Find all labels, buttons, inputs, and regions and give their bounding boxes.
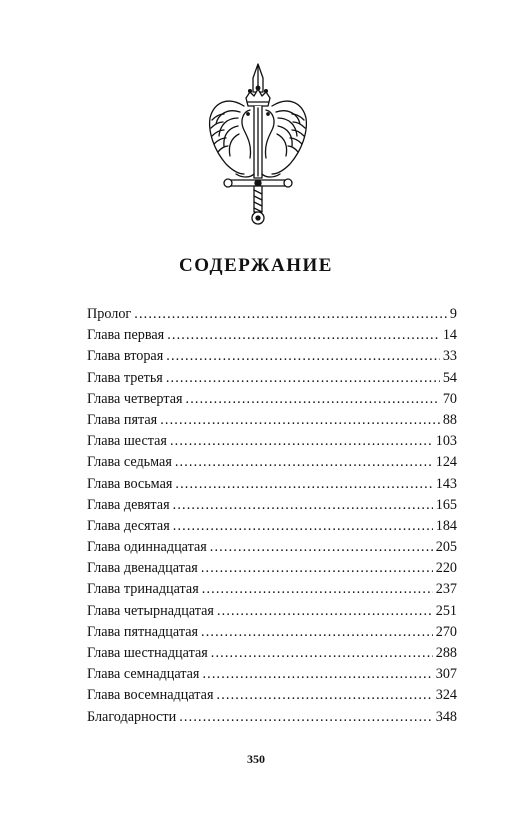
toc-entry[interactable] bbox=[87, 346, 457, 367]
dot-leader bbox=[173, 516, 433, 537]
dot-leader bbox=[202, 664, 432, 685]
toc-entry-label: Глава вторая bbox=[87, 348, 164, 365]
toc-entry[interactable] bbox=[87, 368, 457, 389]
toc-entry-label: Глава седьмая bbox=[87, 454, 172, 471]
dot-leader bbox=[175, 452, 433, 473]
toc-entry[interactable] bbox=[87, 643, 457, 664]
toc-entry-page: 348 bbox=[435, 708, 457, 725]
toc-entry[interactable] bbox=[87, 325, 457, 346]
toc-entry-label: Глава четырнадцатая bbox=[87, 602, 214, 619]
dot-leader bbox=[166, 368, 440, 389]
toc-entry-label: Глава шестнадцатая bbox=[87, 645, 208, 661]
dot-leader bbox=[170, 431, 433, 452]
toc-entry-label: Глава шестая bbox=[87, 433, 167, 450]
dot-leader bbox=[210, 537, 433, 558]
dot-leader bbox=[179, 707, 432, 728]
toc-entry-label: Глава четвертая bbox=[87, 390, 183, 407]
dot-leader bbox=[217, 601, 433, 622]
toc-entry-page: 205 bbox=[435, 539, 457, 556]
dot-leader bbox=[173, 495, 433, 516]
toc-entry[interactable] bbox=[87, 431, 457, 452]
toc-entry[interactable] bbox=[87, 685, 457, 706]
dot-leader bbox=[175, 474, 432, 495]
toc-entry-label: Пролог bbox=[87, 306, 132, 322]
toc-entry-label: Глава одиннадцатая bbox=[87, 539, 207, 556]
toc-entry[interactable] bbox=[87, 495, 457, 516]
toc-entry[interactable] bbox=[87, 474, 457, 495]
page-number: 350 bbox=[247, 752, 265, 766]
toc-entry-page: 270 bbox=[435, 623, 457, 640]
toc-entry-page: 220 bbox=[435, 560, 457, 577]
toc-entry-page: 307 bbox=[435, 666, 457, 683]
table-of-contents bbox=[87, 304, 457, 728]
toc-entry-page: 143 bbox=[435, 475, 457, 492]
toc-entry-label: Глава третья bbox=[87, 369, 163, 386]
toc-entry-page: 70 bbox=[442, 390, 457, 407]
toc-entry-label: Глава восьмая bbox=[87, 475, 173, 492]
toc-entry-label: Глава восемнадцатая bbox=[87, 687, 214, 704]
toc-entry-page: 14 bbox=[442, 327, 457, 344]
dot-leader bbox=[166, 346, 440, 367]
toc-entry[interactable] bbox=[87, 622, 457, 643]
toc-entry-page: 251 bbox=[435, 602, 457, 619]
toc-entry[interactable] bbox=[87, 707, 457, 728]
toc-entry[interactable] bbox=[87, 452, 457, 473]
toc-entry-page: 103 bbox=[435, 433, 457, 450]
toc-entry-label: Глава двенадцатая bbox=[87, 560, 198, 577]
toc-entry[interactable] bbox=[87, 389, 457, 410]
toc-entry-label: Глава пятая bbox=[87, 411, 158, 428]
toc-entry-label: Глава десятая bbox=[87, 517, 170, 534]
toc-entry[interactable] bbox=[87, 664, 457, 685]
toc-entry-label: Глава пятнадцатая bbox=[87, 623, 199, 640]
dot-leader bbox=[217, 685, 433, 706]
toc-entry-page: 288 bbox=[435, 645, 457, 661]
toc-entry-label: Глава девятая bbox=[87, 496, 170, 513]
toc-entry-page: 184 bbox=[435, 517, 457, 534]
toc-entry[interactable] bbox=[87, 304, 457, 325]
toc-entry-page: 165 bbox=[435, 496, 457, 513]
toc-entry[interactable] bbox=[87, 558, 457, 579]
toc-entry-page: 9 bbox=[449, 306, 457, 322]
sword-crown-swans-emblem-icon bbox=[206, 62, 310, 228]
dot-leader bbox=[186, 389, 440, 410]
toc-entry-page: 33 bbox=[442, 348, 457, 365]
dot-leader bbox=[202, 579, 433, 600]
toc-entry[interactable] bbox=[87, 579, 457, 600]
contents-title: СОДЕРЖАНИЕ bbox=[179, 255, 333, 276]
dot-leader bbox=[201, 622, 433, 643]
dot-leader bbox=[134, 304, 447, 325]
toc-entry-label: Глава тринадцатая bbox=[87, 581, 199, 598]
dot-leader bbox=[167, 325, 440, 346]
dot-leader bbox=[160, 410, 440, 431]
toc-entry-label: Глава первая bbox=[87, 327, 165, 344]
toc-entry-page: 237 bbox=[435, 581, 457, 598]
dot-leader bbox=[201, 558, 433, 579]
toc-entry[interactable] bbox=[87, 601, 457, 622]
toc-entry-page: 54 bbox=[442, 369, 457, 386]
toc-entry[interactable] bbox=[87, 516, 457, 537]
toc-entry-page: 124 bbox=[435, 454, 457, 471]
toc-entry[interactable] bbox=[87, 537, 457, 558]
toc-entry-label: Благодарности bbox=[87, 708, 177, 725]
toc-entry-page: 88 bbox=[442, 411, 457, 428]
dot-leader bbox=[211, 643, 433, 664]
toc-entry[interactable] bbox=[87, 410, 457, 431]
toc-entry-label: Глава семнадцатая bbox=[87, 666, 200, 683]
toc-entry-page: 324 bbox=[435, 687, 457, 704]
